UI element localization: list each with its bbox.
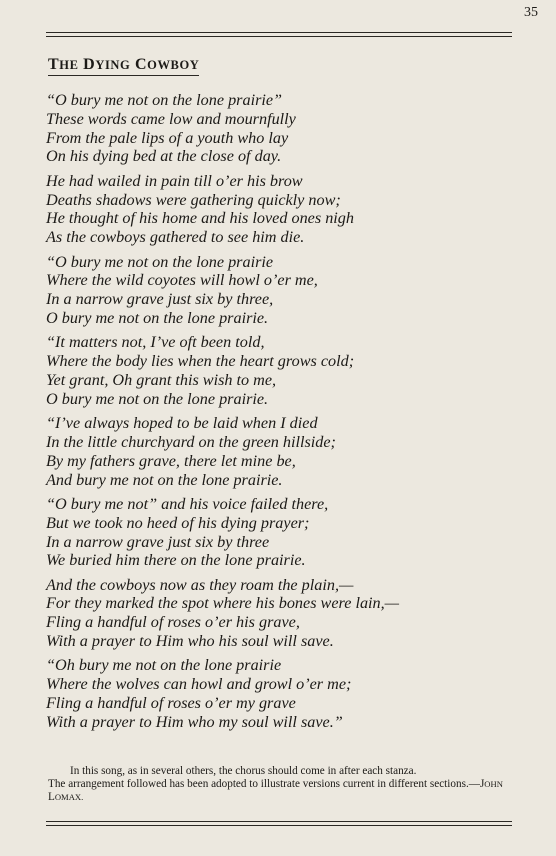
poem-line: On his dying bed at the close of day.	[46, 147, 282, 166]
page-number: 35	[524, 5, 538, 20]
rule-line	[46, 825, 512, 826]
poem-line: “I’ve always hoped to be laid when I died	[46, 414, 318, 433]
poem-line: “O bury me not” and his voice failed there,	[46, 494, 329, 513]
poem-body	[46, 91, 516, 737]
poem-line: O bury me not on the lone prairie.	[46, 389, 269, 408]
rule-line	[46, 821, 512, 822]
poem-line: Deaths shadows were gathering quickly now;	[46, 190, 341, 209]
rule-line	[46, 36, 512, 37]
footnote-line: In this song, as in several others, the chorus should come in after each stanza.	[70, 765, 417, 777]
footnote-text: The arrangement followed has been adopted to illustrate versions current in different sections.—JOHN LOMAX.	[48, 778, 503, 803]
footnote	[48, 765, 514, 804]
poem-line: Fling a handful of roses o’er his grave,	[46, 613, 300, 632]
stanza	[46, 91, 516, 166]
stanza	[46, 656, 516, 731]
stanza	[46, 495, 516, 570]
poem-line: We buried him there on the lone prairie.	[46, 551, 306, 570]
footnote-line	[48, 778, 514, 804]
poem-line: He had wailed in pain till o’er his brow	[46, 171, 303, 190]
poem-line: For they marked the spot where his bones were lain,—	[46, 594, 400, 613]
poem-line: From the pale lips of a youth who lay	[46, 128, 289, 147]
top-double-rule	[46, 32, 512, 37]
poem-line: “It matters not, I’ve oft been told,	[46, 333, 265, 352]
bottom-double-rule	[46, 821, 512, 826]
poem-line: With a prayer to Him who my soul will save.”	[46, 712, 343, 731]
poem-line: In the little churchyard on the green hillside;	[46, 432, 336, 451]
poem-line: “Oh bury me not on the lone prairie	[46, 656, 282, 675]
poem-line: And the cowboys now as they roam the plain,—	[46, 575, 354, 594]
rule-line	[46, 32, 512, 33]
stanza	[46, 333, 516, 408]
poem-line: “O bury me not on the lone prairie	[46, 252, 274, 271]
poem-title-text: THE DYING COWBOY	[48, 56, 200, 73]
poem-line: Where the wild coyotes will howl o’er me,	[46, 271, 318, 290]
poem-line: With a prayer to Him who his soul will save.	[46, 632, 334, 651]
poem-line: Yet grant, Oh grant this wish to me,	[46, 370, 277, 389]
stanza	[46, 253, 516, 328]
poem-line: In a narrow grave just six by three,	[46, 290, 274, 309]
stanza	[46, 172, 516, 247]
poem-line: As the cowboys gathered to see him die.	[46, 228, 305, 247]
stanza	[46, 414, 516, 489]
poem-line: He thought of his home and his loved ones nigh	[46, 209, 354, 228]
poem-line: These words came low and mournfully	[46, 109, 296, 128]
poem-line: Where the wolves can howl and growl o’er me;	[46, 675, 352, 694]
poem-line: And bury me not on the lone prairie.	[46, 470, 283, 489]
poem-line: Fling a handful of roses o’er my grave	[46, 694, 296, 713]
poem-line: “O bury me not on the lone prairie”	[46, 91, 283, 109]
poem-line: By my fathers grave, there let mine be,	[46, 451, 296, 470]
poem-line: Where the body lies when the heart grows cold;	[46, 352, 355, 371]
poem-line: In a narrow grave just six by three	[46, 532, 270, 551]
poem-title	[48, 56, 199, 76]
poem-line: But we took no heed of his dying prayer;	[46, 513, 310, 532]
poem-line: O bury me not on the lone prairie.	[46, 308, 269, 327]
stanza	[46, 576, 516, 651]
